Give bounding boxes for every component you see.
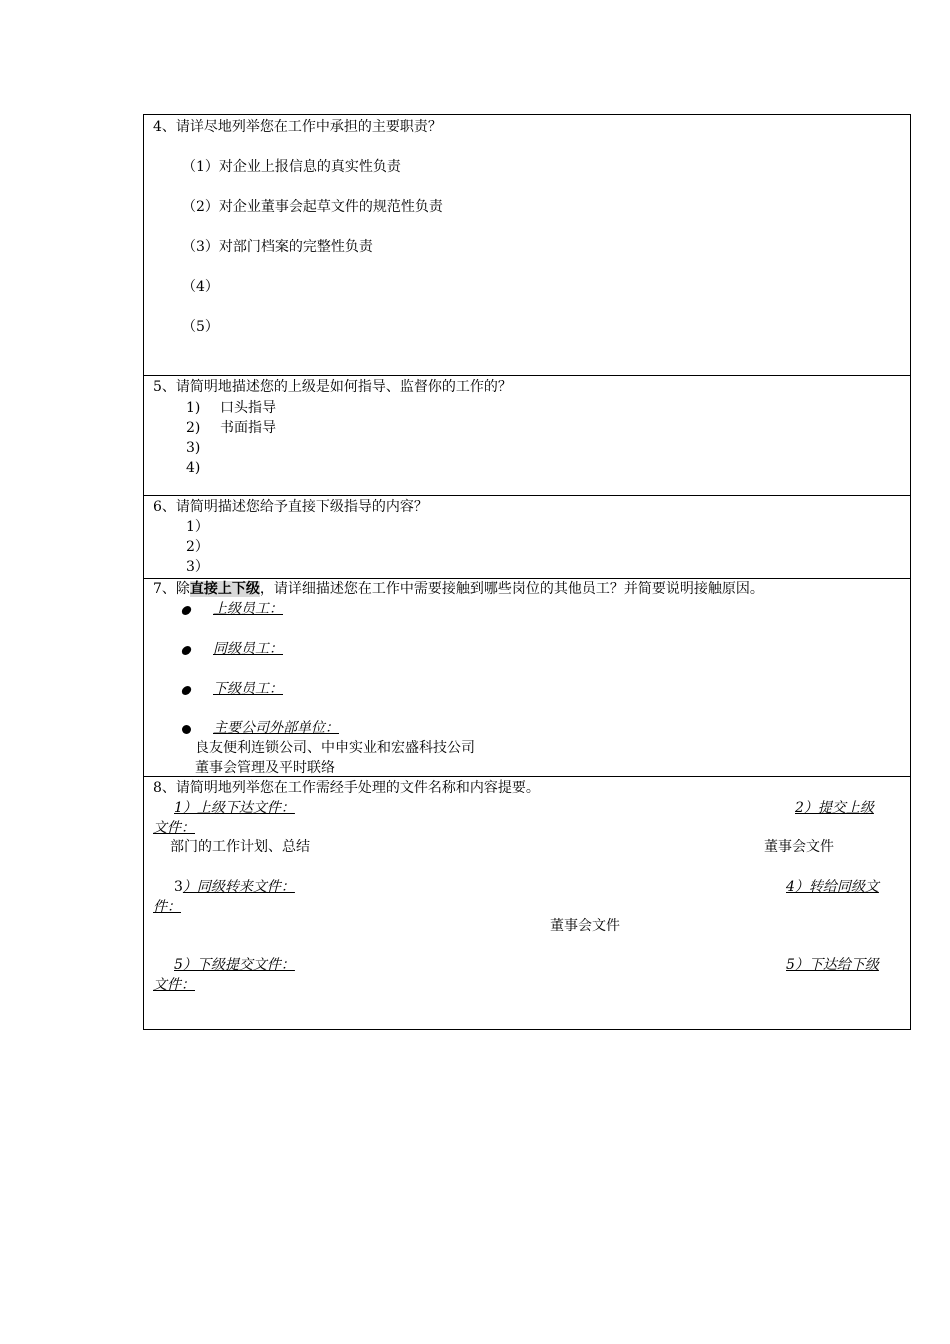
q8-from-peer-num: 3 [174, 879, 183, 895]
q6-item-3: 3） [186, 559, 209, 575]
q8-from-peer-text: ）同级转来文件： [182, 879, 295, 895]
q5-item-num: 3) [186, 440, 201, 456]
section-q8 [144, 776, 910, 1029]
q7-title-suffix: ，请详细描述您在工作中需要接触到哪些岗位的其他员工？并简要说明接触原因。 [259, 581, 764, 597]
q8-to-superior-content: 董事会文件 [764, 839, 834, 855]
section-q7 [144, 578, 910, 776]
q5-item-text: 口头指导 [220, 400, 276, 416]
q7-bullet-external: 主要公司外部单位： [213, 720, 339, 736]
q5-item-text: 书面指导 [220, 420, 276, 436]
q5-item-num: 4) [186, 460, 201, 476]
q7-bullet-subordinate: 下级员工： [213, 681, 283, 697]
q7-bullet-peer: 同级员工： [213, 641, 283, 657]
q8-peer-content: 董事会文件 [550, 918, 620, 934]
q6-title: 6、请简明描述您给予直接下级指导的内容？ [153, 499, 428, 515]
q4-item-4: （4） [182, 279, 219, 295]
q4-item-3: （3）对部门档案的完整性负责 [182, 239, 373, 255]
q8-to-superior-label-wrap: 文件： [153, 820, 195, 836]
section-q6 [144, 495, 910, 578]
q8-to-subordinate-label-wrap: 文件： [153, 977, 195, 993]
q7-title [153, 580, 764, 598]
q7-bullet-superior: 上级员工： [213, 601, 283, 617]
q4-item-5: （5） [182, 319, 219, 335]
q7-title-prefix: 7、除 [153, 581, 190, 597]
q4-title: 4、请详尽地列举您在工作中承担的主要职责？ [153, 119, 442, 135]
bullet-icon [181, 686, 192, 695]
q8-to-superior-label: 2）提交上级 [795, 800, 874, 816]
q7-external-companies: 良友便利连锁公司、中申实业和宏盛科技公司 [195, 740, 475, 756]
q8-title: 8、请简明地列举您在工作需经手处理的文件名称和内容提要。 [153, 780, 540, 796]
q8-to-subordinate-label: 5）下达给下级 [786, 957, 879, 973]
q8-from-peer-label [174, 878, 295, 896]
q7-title-highlight: 直接上下级 [189, 581, 260, 597]
q6-item-2: 2） [186, 539, 209, 555]
section-q4 [144, 115, 910, 375]
section-q5 [144, 375, 910, 495]
q4-item-1: （1）对企业上报信息的真实性负责 [182, 159, 401, 175]
q8-from-superior-content: 部门的工作计划、总结 [170, 839, 310, 855]
job-analysis-form [143, 114, 911, 1030]
bullet-icon [182, 725, 191, 734]
q5-item-num: 1) [186, 400, 201, 416]
q8-from-superior-label: 1）上级下达文件： [174, 800, 295, 816]
q8-from-subordinate-label: 5）下级提交文件： [174, 957, 295, 973]
bullet-icon [181, 646, 192, 655]
q6-item-1: 1） [186, 519, 209, 535]
q8-to-peer-label-wrap: 件： [153, 899, 181, 915]
bullet-icon [181, 606, 192, 615]
q8-to-peer-label: 4）转给同级文 [786, 879, 879, 895]
q5-title: 5、请简明地描述您的上级是如何指导、监督你的工作的？ [153, 379, 512, 395]
q4-item-2: （2）对企业董事会起草文件的规范性负责 [182, 199, 443, 215]
q7-external-purpose: 董事会管理及平时联络 [195, 760, 335, 776]
q5-item-num: 2) [186, 420, 201, 436]
